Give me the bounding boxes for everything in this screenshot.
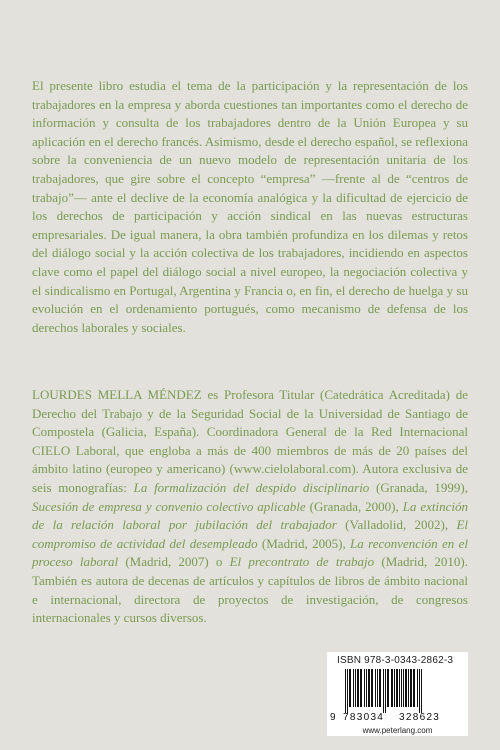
isbn-label: ISBN 978-3-0343-2862-3 [337,655,454,666]
book-title: El compromiso de actividad del desempleado [32,517,468,551]
barcode-bar [394,669,395,707]
barcode-bar [387,669,389,707]
barcode-bar [385,669,386,713]
publisher-website: www.peterlang.com [362,726,433,735]
book-title: El precontrato de trabajo [229,554,375,570]
bio-text: (Granada, 2000), [305,498,403,514]
isbn-barcode-box [327,652,468,736]
bio-text: (Madrid, 2005), [257,535,351,551]
bio-text: LOURDES MELLA MÉNDEZ es Profesora Titular (Catedrática Acreditada) de Derecho del Trabajo y de la Seguridad Social de la Universidad de Santiago de Compostela (Galicia, España). Coordinadora General de la Red Internacional CIELO Laboral, que engloba a más de 400 miembros de más de 20 países del ámbito latino (europeo y americano) (www.cielolaboral.com). Autora exclusiva de seis monografías: [32,387,468,495]
barcode-bar [421,669,422,713]
barcode-bar [413,669,415,707]
barcode-bar [357,669,359,707]
barcode-bar [396,669,398,707]
barcode-bar [399,669,400,707]
book-title: La formalización del despido disciplinario [133,479,370,495]
barcode-bar [401,669,402,707]
barcode-group-2: 328623 [399,712,441,723]
barcode-bar [410,669,412,707]
barcode-bar [368,669,370,707]
barcode-bar [353,669,354,707]
barcode-bar [364,669,365,707]
bio-text: (Madrid, 2010). También es autora de decenas de artículos y capítulos de libros de ámbito nacional e internacional, directora de proyectos de investigación, de congresos internacionales y cursos diversos. [32,554,468,626]
author-biography [32,386,468,628]
barcode-bar [371,669,373,707]
barcode-bar [360,669,362,707]
barcode-bar [355,669,356,707]
barcode-bar [391,669,393,707]
barcode-bar [408,669,409,707]
bio-text: (Valladolid, 2002), [336,517,457,533]
barcode-lead-digit: 9 [330,712,337,723]
book-title: La reconvención en el proceso laboral [32,535,468,570]
barcode-bar [345,669,346,713]
bio-text: (Madrid, 2007) o [118,554,230,570]
book-title: La extinción de la relación laboral por jubilación del trabajador [32,498,469,533]
barcode-bar [405,669,407,707]
barcode-bar [349,669,351,707]
barcode-graphic [335,669,460,713]
back-cover-summary: El presente libro estudia el tema de la participación y la representación de los trabajadores en la empresa y aborda cuestiones tan importantes como el derecho de información y consulta de los trabajadores dentro de la Unión Europea y su aplicación en el derecho francés. Asimismo, desde el derecho español, se reflexiona sobre la conveniencia de un nuevo modelo de representación unitaria de los trabajadores, que gire sobre el concepto “empresa” —frente al de “centros de trabajo”— ante el declive de la economía analógica y la dificultad de ejercicio de los derechos de participación y acción sindical en las nuevas estructuras empresariales. De igual manera, la obra también profundiza en los dilemas y retos del diálogo social y la acción colectiva de los trabajadores, incidiendo en aspectos clave como el papel del diálogo social a nivel europeo, la negociación colectiva y el sindicalismo en Portugal, Argentina y Francia o, en fin, el derecho de huelga y su evolución en el ordenamiento portugués, como mecanismo de defensa de los derechos laborales y sociales. [32,78,468,335]
bio-text: (Granada, 1999), [369,479,468,495]
barcode-bar [419,669,420,713]
barcode-bar [366,669,367,707]
barcode-bar [417,669,418,707]
barcode-bar [383,669,384,713]
barcode-bar [377,669,378,707]
barcode-group-1: 783034 [343,712,385,723]
book-title: Sucesión de empresa y convenio colectivo aplicable [32,498,306,514]
barcode-bar [375,669,376,707]
barcode-bar [403,669,404,707]
barcode-bar [379,669,381,707]
barcode-bar [347,669,348,713]
